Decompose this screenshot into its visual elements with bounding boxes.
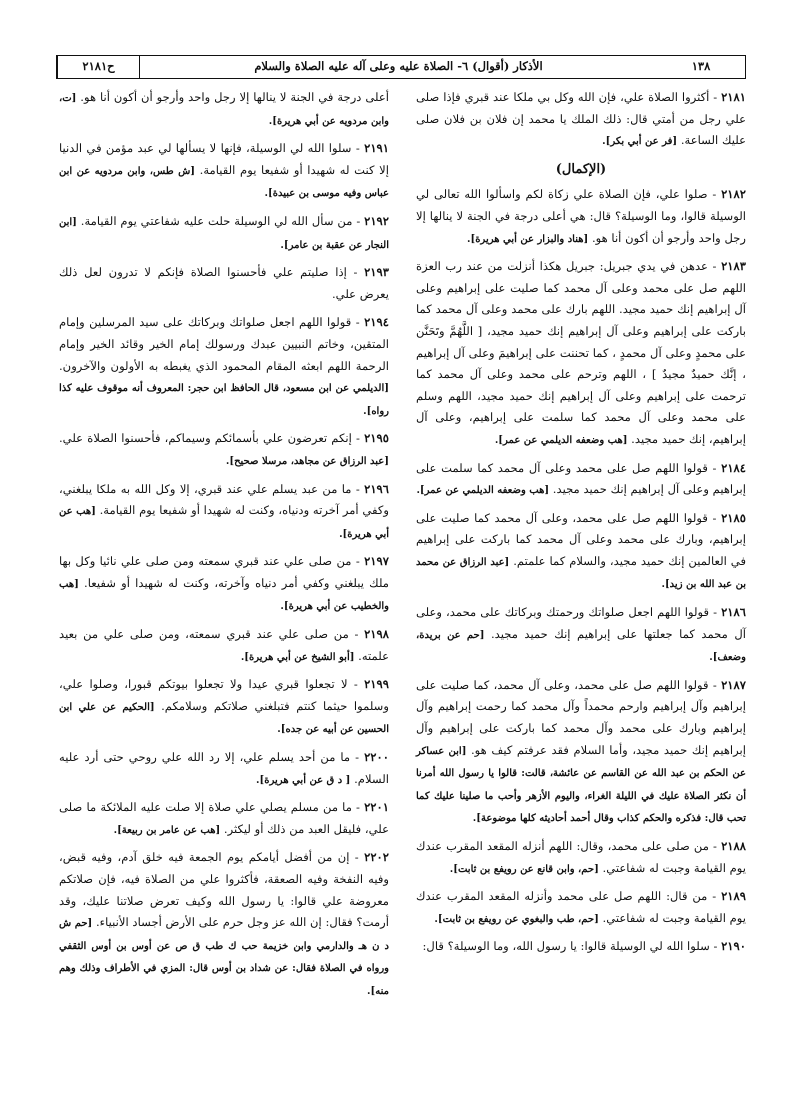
hadith-text: عدهن في يدي جبريل: جبريل هكذا أنزلت من عند رب العزة اللهم صل على محمد وعلى آل محمد كما صليت على إبراهيم وعلى آل إبراهيم إنك حميد مجيد. اللهم بارك على محمد وعلى آل محمد كما باركت على إبراهيم وعلى آل إبراهيم إنك حميد مجيد، [ اللَّهُمَّ وتَحَنَّن على محمدٍ وعلى آل محمدٍ ، كما تحننت على إبراهيمَ وعلى آل إبراهيم ، إنَّك حميدٌ مجيدٌ ] ، اللهم وترحم على محمد وعلى آل محمد كما ترحمت على إبراهيم وعلى آل إبراهيم إنك حميد مجيد، اللهم وسلم على محمد وعلى آل محمد كما سلمت على إبراهيم، وعلى آل إبراهيم، إنك حميد مجيد. <box>416 259 746 446</box>
hadith-source: [فر عن أبي بكر]. <box>602 136 678 148</box>
hadith-source: [عبد الرزاق عن مجاهد، مرسلا صحيح]. <box>225 455 389 467</box>
hadith-source: [هناد والبزار عن أبي هريرة]. <box>466 233 589 245</box>
hadith-source: [هب وضعفه الديلمي عن عمر]. <box>494 434 628 446</box>
hadith-text: من صلى علي عند قبري سمعته ومن صلى علي نائيا وكل بها ملك يبلغني وكفي أمر دنياه وآخرته، وكنت له شهيدا أو شفيعا. <box>59 554 389 590</box>
hadith-entry: ٢١٩٩ - لا تجعلوا قبري عيدا ولا تجعلوا بيوتكم قبورا، وصلوا علي، وسلموا حيثما كنتم فتبلغني صلاتكم وسلامكم. [الحكيم عن علي ابن الحسين عن أبيه عن جده]. <box>59 677 389 736</box>
hadith-number: ٢١٩٣ <box>364 265 389 280</box>
hadith-number: ٢١٨٥ <box>721 510 746 525</box>
hadith-number: ٢٢٠٢ <box>364 850 390 865</box>
hadith-number: ٢١٨٤ <box>721 460 747 475</box>
hadith-number: ٢١٨٧ <box>721 677 746 692</box>
hadith-text: ما من أحد يسلم علي، إلا رد الله علي روحي حتى أرد عليه السلام. <box>59 750 389 786</box>
hadith-text: من قال: اللهم صل على محمد وأنزله المقعد المقرب عندك يوم القيامة وجبت له شفاعتي. <box>416 889 746 925</box>
hadith-source: [حم، وابن قانع عن رويفع بن ثابت]. <box>449 863 599 875</box>
hadith-entry: ٢١٨٩ - من قال: اللهم صل على محمد وأنزله المقعد المقرب عندك يوم القيامة وجبت له شفاعتي. [حم، طب والبغوي عن رويفع بن ثابت]. <box>416 889 746 925</box>
page-header <box>56 55 746 79</box>
hadith-source: [ش طس، وابن مردويه عن ابن عباس وفيه موسى بن عبيدة]. <box>59 165 389 200</box>
hadith-number: ٢١٩٦ <box>364 481 390 496</box>
hadith-entry: ٢١٩٧ - من صلى علي عند قبري سمعته ومن صلى علي نائيا وكل بها ملك يبلغني وكفي أمر دنياه وآخرته، وكنت له شهيدا أو شفيعا. [هب والخطيب عن أبي هريرة]. <box>59 554 389 613</box>
hadith-entry: ٢١٩٦ - ما من عبد يسلم علي عند قبري، إلا وكل الله به ملكا يبلغني، وكفي أمر آخرته ودنياه، وكنت له شهيدا أو شفيعا يوم القيامة. [هب عن أبي هريرة]. <box>59 481 390 540</box>
hadith-source: [هب عن عامر بن ربيعة]. <box>113 824 221 836</box>
hadith-source: [هب وضعفه الديلمي عن عمر]. <box>416 485 550 497</box>
hadith-source: [ت، وابن مردويه عن أبي هريرة]. <box>59 93 389 127</box>
hadith-text: إن من أفضل أيامكم يوم الجمعة فيه خلق آدم، وفيه قبض، وفيه النفخة وفيه الصعقة، فأكثروا علي من الصلاة فيه، فإن صلاتكم معروضة علي قالوا: يا رسول الله وكيف تعرض صلاتنا عليك، وقد أرمت؟ فقال: إن الله عز وجل حرم على الأرض أجساد الأنبياء. <box>59 850 389 930</box>
hadith-text: لا تجعلوا قبري عيدا ولا تجعلوا بيوتكم قبورا، وصلوا علي، وسلموا حيثما كنتم فتبلغني صلاتكم وسلامكم. <box>59 677 389 713</box>
hadith-number: ٢١٨٩ <box>721 889 746 904</box>
hadith-number: ٢١٨٦ <box>721 605 746 620</box>
hadith-number: ٢١٩١ <box>364 141 390 156</box>
hadith-entry: ٢١٩٥ - إنكم تعرضون علي بأسمائكم وسيماكم، فأحسنوا الصلاة علي. [عبد الرزاق عن مجاهد، مرسلا صحيح]. <box>59 431 389 467</box>
hadith-entry: ٢١٩٤ - قولوا اللهم اجعل صلواتك وبركاتك على سيد المرسلين وإمام المتقين، وخاتم النبيين عبدك ورسولك إمام الخير وقائد الخير وإمام الرحمة اللهم ابعثه المقام المحمود الذي يغبطه به الأولون والآخرون. [الديلمي عن ابن مسعود، قال الحافظ ابن حجر: المعروف أنه موقوف عليه كذا رواه]. <box>59 315 389 417</box>
hadith-reference: ح٢١٨١ <box>57 56 139 78</box>
hadith-entry: ٢٢٠١ - ما من مسلم يصلي علي صلاة إلا صلت عليه الملائكة ما صلى علي، فليقل العبد من ذلك أو ليكثر. [هب عن عامر بن ربيعة]. <box>59 800 389 836</box>
hadith-source: [هب عن أبي هريرة]. <box>59 506 389 540</box>
hadith-text: صلوا علي، فإن الصلاة علي زكاة لكم واسألوا الله تعالى لي الوسيلة قالوا، وما الوسيلة؟ قال: هي أعلى درجة في الجنة لا ينالها إلا رجل واحد وأرجو أن أكون أنا هو. <box>416 187 746 245</box>
page-number: ١٣٨ <box>691 59 711 73</box>
hadith-number: ٢١٩٠ <box>721 939 746 954</box>
hadith-text: إذا صليتم علي فأحسنوا الصلاة فإنكم لا تدرون لعل ذلك يعرض علي. <box>59 265 389 301</box>
hadith-text: سلوا الله لي الوسيلة، فإنها لا يسألها لي عبد مؤمن في الدنيا إلا كنت له شهيدا أو شفيعا يوم القيامة. <box>59 141 390 177</box>
left-column <box>59 87 389 1009</box>
hadith-entry: ٢١٩٣ - إذا صليتم علي فأحسنوا الصلاة فإنكم لا تدرون لعل ذلك يعرض علي. <box>59 265 389 301</box>
hadith-text: إنكم تعرضون علي بأسمائكم وسيماكم، فأحسنوا الصلاة علي. <box>59 431 352 446</box>
right-column <box>416 87 746 965</box>
hadith-number: ٢١٩٥ <box>364 431 389 446</box>
hadith-number: ٢١٩٧ <box>364 554 389 569</box>
hadith-entry: ٢١٩٠ - سلوا الله لي الوسيلة قالوا: يا رسول الله، وما الوسيلة؟ قال: <box>422 939 746 954</box>
hadith-entry: ٢١٩٨ - من صلى علي عند قبري سمعته، ومن صلى علي من بعيد علمته. [أبو الشيخ عن أبي هريرة]. <box>59 627 389 663</box>
chapter-title: الأذكار (أقوال) ٦- الصلاة عليه وعلى آله عليه الصلاة والسلام <box>139 56 657 78</box>
hadith-number: ٢٢٠٠ <box>364 750 389 765</box>
hadith-number: ٢١٨٨ <box>721 839 746 853</box>
hadith-source: [أبو الشيخ عن أبي هريرة]. <box>240 651 355 663</box>
hadith-entry: ٢١٩١ - سلوا الله لي الوسيلة، فإنها لا يسألها لي عبد مؤمن في الدنيا إلا كنت له شهيدا أو شفيعا يوم القيامة. [ش طس، وابن مردويه عن ابن عباس وفيه موسى بن عبيدة]. <box>59 141 390 200</box>
hadith-number: ٢١٩٤ <box>364 315 389 330</box>
hadith-text: سلوا الله لي الوسيلة قالوا: يا رسول الله، وما الوسيلة؟ قال: <box>422 939 710 954</box>
hadith-source: [حم، طب والبغوي عن رويفع بن ثابت]. <box>434 913 599 925</box>
hadith-text: أعلى درجة في الجنة لا ينالها إلا رجل واحد وأرجو أن أكون أنا هو. <box>80 90 389 104</box>
hadith-entry: ٢١٨٦ - قولوا اللهم اجعل صلواتك ورحمتك وبركاتك على محمد، وعلى آل محمد كما جعلتها على إبراهيم إنك حميد مجيد. [حم عن بريدة، وضعف]. <box>416 605 746 664</box>
hadith-number: ٢١٨١ <box>721 90 746 104</box>
hadith-source: [عبد الرزاق عن محمد بن عبد الله بن زيد]. <box>416 556 746 591</box>
hadith-number: ٢١٩٩ <box>364 677 389 692</box>
hadith-entry: ٢١٨٧ - قولوا اللهم صل على محمد، وعلى آل محمد، كما صليت على إبراهيم وآل إبراهيم وارحم محمداً وآل محمد كما رحمت إبراهيم وآل إبراهيم وبارك على محمد وآل محمد كما باركت على إبراهيم وآل إبراهيم إنك حميد مجيد، وأما السلام فقد عرفتم كيف هو. [ابن عساكر عن الحكم بن عبد الله عن القاسم عن عائشة، قالت: قالوا يا رسول الله أمرنا أن نكثر الصلاة عليك في الليلة الغراء، واليوم الأزهر وأحب ما صلينا عليك كما تحب قال: فذكره والحكم كذاب وقال أحمد أحاديثه كلها موضوعة]. <box>416 677 747 825</box>
hadith-source: [الديلمي عن ابن مسعود، قال الحافظ ابن حجر: المعروف أنه موقوف عليه كذا رواه]. <box>59 383 389 417</box>
hadith-source: [حم ش د ن هـ والدارمي وابن خزيمة حب ك طب ق ص عن أوس بن أوس الثقفي ورواه في الصلاة فقال: عن شداد بن أوس قال: المزي في الأطراف وذلك وهم منه]. <box>59 918 389 997</box>
hadith-text: قولوا اللهم صل على محمد وعلى آل محمد كما سلمت على إبراهيم وعلى آل إبراهيم إنك حميد مجيد. <box>416 460 746 497</box>
hadith-text: من سأل الله لي الوسيلة حلت عليه شفاعتي يوم القيامة. <box>80 213 353 228</box>
hadith-entry: ٢١٨١ - أكثروا الصلاة علي، فإن الله وكل بي ملكا عند قبري فإذا صلى علي رجل من أمتي قال: ذلك الملك يا محمد إن فلان بن فلان صلى عليك الساعة. [فر عن أبي بكر]. <box>416 90 746 148</box>
hadith-text: قولوا اللهم اجعل صلواتك وبركاتك على سيد المرسلين وإمام المتقين، وخاتم النبيين عبدك ورسولك إمام الخير وقائد الخير وإمام الرحمة اللهم ابعثه المقام المحمود الذي يغبطه به الأولون والآخرون. <box>59 315 389 373</box>
hadith-text: من صلى على محمد، وقال: اللهم أنزله المقعد المقرب عندك يوم القيامة وجبت له شفاعتي. <box>416 839 746 875</box>
hadith-number: ٢١٨٣ <box>721 259 746 274</box>
hadith-continuation <box>59 87 389 132</box>
hadith-number: ٢٢٠١ <box>364 800 389 815</box>
hadith-number: ٢١٨٢ <box>721 187 746 202</box>
hadith-text: قولوا اللهم اجعل صلواتك ورحمتك وبركاتك على محمد، وعلى آل محمد كما جعلتها على إبراهيم إنك حميد مجيد. <box>416 605 746 641</box>
hadith-source: [حم عن بريدة، وضعف]. <box>416 629 746 664</box>
hadith-number: ٢١٩٢ <box>364 213 390 228</box>
hadith-entry: ٢١٩٢ - من سأل الله لي الوسيلة حلت عليه شفاعتي يوم القيامة. [ابن النجار عن عقبة بن عامر]. <box>59 213 390 251</box>
hadith-source: [ابن عساكر عن الحكم بن عبد الله عن القاسم عن عائشة، قالت: قالوا يا رسول الله أمرنا أن نكثر الصلاة عليك في الليلة الغراء، واليوم الأزهر وأحب ما صلينا عليك كما تحب قال: فذكره والحكم كذاب وقال أحمد أحاديثه كلها موضوعة]. <box>416 745 746 825</box>
hadith-entry: ٢١٨٣ - عدهن في يدي جبريل: جبريل هكذا أنزلت من عند رب العزة اللهم صل على محمد وعلى آل محمد كما صليت على إبراهيم وعلى آل إبراهيم إنك حميد مجيد. اللهم بارك على محمد وعلى آل محمد كما باركت على إبراهيم وعلى آل إبراهيم إنك حميد مجيد، [ اللَّهُمَّ وتَحَنَّن على محمدٍ وعلى آل محمدٍ ، كما تحننت على إبراهيمَ وعلى آل إبراهيم ، إنَّك حميدٌ مجيدٌ ] ، اللهم وترحم على محمد وعلى آل محمد كما ترحمت على إبراهيم وعلى آل إبراهيم إنك حميد مجيد، اللهم وسلم على محمد وعلى آل محمد كما سلمت على إبراهيم، وعلى آل إبراهيم، إنك حميد مجيد. [هب وضعفه الديلمي عن عمر]. <box>416 259 746 446</box>
hadith-source: [ابن النجار عن عقبة بن عامر]. <box>59 216 389 251</box>
hadith-text: قولوا اللهم صل على محمد، وعلى آل محمد، كما صليت على إبراهيم وآل إبراهيم وارحم محمداً وآل محمد كما رحمت إبراهيم وآل إبراهيم وبارك على محمد وآل محمد كما باركت على إبراهيم وآل إبراهيم إنك حميد مجيد، وأما السلام فقد عرفتم كيف هو. <box>416 677 747 757</box>
hadith-source: [هب والخطيب عن أبي هريرة]. <box>59 578 389 613</box>
hadith-entry: ٢٢٠٠ - ما من أحد يسلم علي، إلا رد الله علي روحي حتى أرد عليه السلام. [ د ق عن أبي هريرة]. <box>59 750 389 786</box>
hadith-text: قولوا اللهم صل على محمد، وعلى آل محمد كما صليت على إبراهيم، وبارك على محمد وعلى آل محمد كما باركت على إبراهيم في العالمين إنك حميد مجيد، والسلام كما علمتم. <box>416 510 746 568</box>
hadith-entry: ٢١٨٤ - قولوا اللهم صل على محمد وعلى آل محمد كما سلمت على إبراهيم وعلى آل إبراهيم إنك حميد مجيد. [هب وضعفه الديلمي عن عمر]. <box>416 460 747 497</box>
hadith-source: [ د ق عن أبي هريرة]. <box>256 774 351 786</box>
section-title: (الإكمال) <box>555 161 607 177</box>
hadith-text: أكثروا الصلاة علي، فإن الله وكل بي ملكا عند قبري فإذا صلى علي رجل من أمتي قال: ذلك الملك يا محمد إن فلان بن فلان صلى عليك الساعة. <box>416 90 746 148</box>
hadith-text: ما من مسلم يصلي علي صلاة إلا صلت عليه الملائكة ما صلى علي، فليقل العبد من ذلك أو ليكثر. <box>59 800 389 836</box>
hadith-entry: ٢١٨٨ - من صلى على محمد، وقال: اللهم أنزله المقعد المقرب عندك يوم القيامة وجبت له شفاعتي. [حم، وابن قانع عن رويفع بن ثابت]. <box>416 839 746 875</box>
hadith-text: من صلى علي عند قبري سمعته، ومن صلى علي من بعيد علمته. <box>59 627 389 663</box>
hadith-entry: ٢١٨٥ - قولوا اللهم صل على محمد، وعلى آل محمد كما صليت على إبراهيم، وبارك على محمد وعلى آل محمد كما باركت على إبراهيم في العالمين إنك حميد مجيد، والسلام كما علمتم. [عبد الرزاق عن محمد بن عبد الله بن زيد]. <box>416 510 746 591</box>
hadith-entry: ٢٢٠٢ - إن من أفضل أيامكم يوم الجمعة فيه خلق آدم، وفيه قبض، وفيه النفخة وفيه الصعقة، فأكثروا علي من الصلاة فيه، فإن صلاتكم معروضة علي قالوا: يا رسول الله وكيف تعرض صلاتنا عليك، وقد أرمت؟ فقال: إن الله عز وجل حرم على الأرض أجساد الأنبياء. [حم ش د ن هـ والدارمي وابن خزيمة حب ك طب ق ص عن أوس بن أوس الثقفي ورواه في الصلاة فقال: عن شداد بن أوس قال: المزي في الأطراف وذلك وهم منه]. <box>59 850 390 997</box>
hadith-number: ٢١٩٨ <box>364 627 389 642</box>
hadith-source: [الحكيم عن علي ابن الحسين عن أبيه عن جده]. <box>59 701 389 736</box>
hadith-text: ما من عبد يسلم علي عند قبري، إلا وكل الله به ملكا يبلغني، وكفي أمر آخرته ودنياه، وكنت له شهيدا أو شفيعا يوم القيامة. <box>59 481 390 518</box>
hadith-entry: ٢١٨٢ - صلوا علي، فإن الصلاة علي زكاة لكم واسألوا الله تعالى لي الوسيلة قالوا، وما الوسيلة؟ قال: هي أعلى درجة في الجنة لا ينالها إلا رجل واحد وأرجو أن أكون أنا هو. [هناد والبزار عن أبي هريرة]. <box>416 187 746 245</box>
